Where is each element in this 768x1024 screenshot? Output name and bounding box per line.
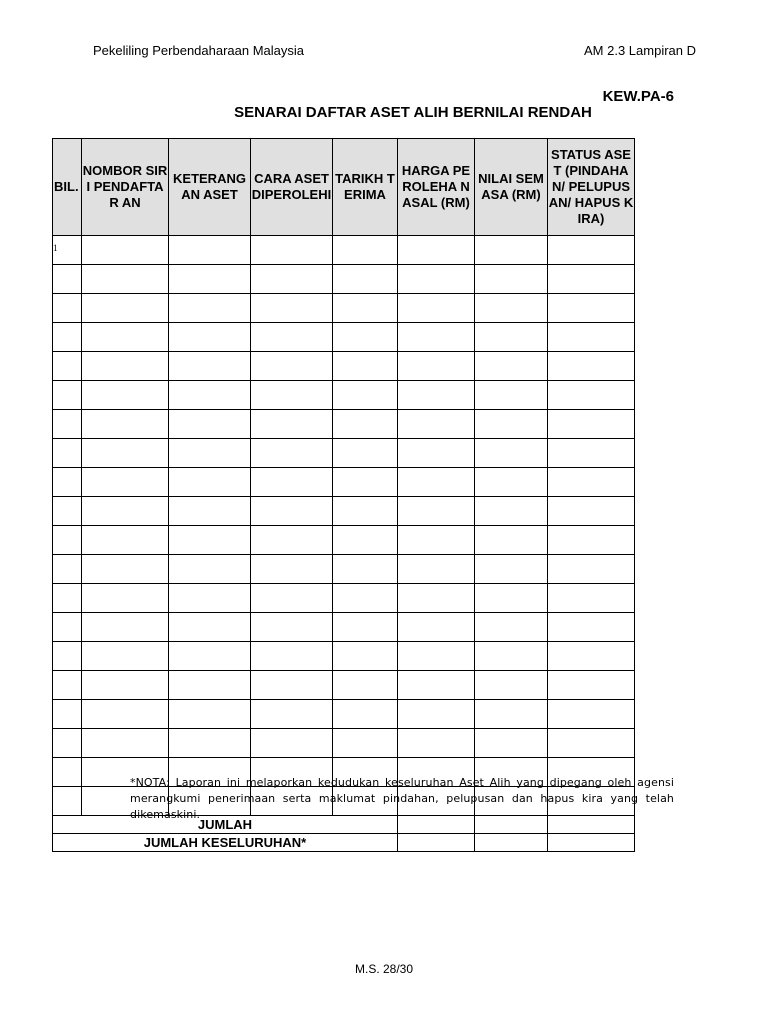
header-appendix-ref: AM 2.3 Lampiran D — [584, 43, 696, 58]
table-cell-cara_aset[interactable] — [251, 671, 333, 700]
table-cell-cara_aset[interactable] — [251, 700, 333, 729]
col-header-nilai: NILAI SEMASA (RM) — [475, 139, 548, 236]
table-row — [53, 468, 635, 497]
table-cell-keterangan[interactable] — [169, 729, 251, 758]
table-cell-cara_aset[interactable] — [251, 555, 333, 584]
table-cell-status[interactable] — [548, 555, 635, 584]
col-header-tarikh: TARIKH TERIMA — [333, 139, 398, 236]
table-cell-cara_aset[interactable] — [251, 381, 333, 410]
total-label: JUMLAH — [53, 816, 398, 834]
table-cell-nombor_siri[interactable] — [82, 294, 169, 323]
table-cell-tarikh[interactable] — [333, 729, 398, 758]
table-cell-cara_aset[interactable] — [251, 497, 333, 526]
grand-total-harga-cell[interactable] — [398, 834, 475, 852]
table-cell-keterangan[interactable] — [169, 439, 251, 468]
table-cell-nombor_siri[interactable] — [82, 555, 169, 584]
table-cell-nilai[interactable] — [475, 265, 548, 294]
table-cell-nilai[interactable] — [475, 613, 548, 642]
table-cell-nilai[interactable] — [475, 671, 548, 700]
table-cell-keterangan[interactable] — [169, 613, 251, 642]
table-row — [53, 671, 635, 700]
table-cell-tarikh[interactable] — [333, 642, 398, 671]
table-cell-nombor_siri[interactable] — [82, 352, 169, 381]
table-cell-bil[interactable] — [53, 613, 82, 642]
table-cell-bil[interactable] — [53, 468, 82, 497]
document-title: SENARAI DAFTAR ASET ALIH BERNILAI RENDAH — [234, 104, 592, 121]
table-cell-nombor_siri[interactable] — [82, 265, 169, 294]
grand-total-status-cell[interactable] — [548, 834, 635, 852]
table-row — [53, 555, 635, 584]
table-cell-tarikh[interactable] — [333, 381, 398, 410]
table-cell-harga[interactable] — [398, 439, 475, 468]
table-cell-nombor_siri[interactable] — [82, 323, 169, 352]
table-cell-nilai[interactable] — [475, 584, 548, 613]
table-cell-status[interactable] — [548, 265, 635, 294]
table-cell-bil[interactable] — [53, 294, 82, 323]
footnote: *NOTA: Laporan ini melaporkan kedudukan keseluruhan Aset Alih yang dipegang oleh agensi merangkumi penerimaan serta maklumat pindahan, pelupusan dan hapus kira yang telah dikemaskini. — [130, 776, 674, 821]
table-cell-harga[interactable] — [398, 555, 475, 584]
table-cell-nilai[interactable] — [475, 642, 548, 671]
table-cell-tarikh[interactable] — [333, 468, 398, 497]
col-header-harga: HARGA PEROLEHA N ASAL (RM) — [398, 139, 475, 236]
table-row — [53, 265, 635, 294]
table-row — [53, 526, 635, 555]
table-cell-cara_aset[interactable] — [251, 236, 333, 265]
table-cell-tarikh[interactable] — [333, 294, 398, 323]
col-header-bil: BIL. — [53, 139, 82, 236]
table-cell-status[interactable] — [548, 729, 635, 758]
table-cell-nilai[interactable] — [475, 323, 548, 352]
table-cell-harga[interactable] — [398, 642, 475, 671]
table-cell-cara_aset[interactable] — [251, 352, 333, 381]
table-cell-cara_aset[interactable] — [251, 410, 333, 439]
table-row — [53, 584, 635, 613]
table-cell-status[interactable] — [548, 323, 635, 352]
table-cell-cara_aset[interactable] — [251, 294, 333, 323]
table-cell-bil[interactable] — [53, 584, 82, 613]
col-header-cara-aset: CARA ASET DIPEROLEHI — [251, 139, 333, 236]
table-cell-nilai[interactable] — [475, 729, 548, 758]
table-cell-nombor_siri[interactable] — [82, 497, 169, 526]
table-cell-harga[interactable] — [398, 526, 475, 555]
table-cell-nilai[interactable] — [475, 497, 548, 526]
table-cell-nombor_siri[interactable] — [82, 700, 169, 729]
table-cell-nombor_siri[interactable] — [82, 410, 169, 439]
table-cell-status[interactable] — [548, 236, 635, 265]
table-cell-status[interactable] — [548, 700, 635, 729]
table-cell-cara_aset[interactable] — [251, 439, 333, 468]
table-cell-nilai[interactable] — [475, 700, 548, 729]
table-cell-harga[interactable] — [398, 381, 475, 410]
table-row — [53, 236, 635, 265]
table-cell-harga[interactable] — [398, 468, 475, 497]
table-cell-keterangan[interactable] — [169, 555, 251, 584]
grand-total-label: JUMLAH KESELURUHAN* — [53, 834, 398, 852]
table-cell-nilai[interactable] — [475, 439, 548, 468]
table-cell-harga[interactable] — [398, 410, 475, 439]
table-cell-tarikh[interactable] — [333, 439, 398, 468]
table-row — [53, 700, 635, 729]
table-row — [53, 613, 635, 642]
table-cell-nilai[interactable] — [475, 381, 548, 410]
table-cell-tarikh[interactable] — [333, 352, 398, 381]
table-cell-status[interactable] — [548, 352, 635, 381]
table-cell-status[interactable] — [548, 526, 635, 555]
col-header-status: STATUS ASET (PINDAHAN/ PELUPUSAN/ HAPUS KIRA) — [548, 139, 635, 236]
table-cell-keterangan[interactable] — [169, 381, 251, 410]
table-cell-keterangan[interactable] — [169, 294, 251, 323]
asset-register-table — [52, 138, 635, 852]
table-cell-tarikh[interactable] — [333, 323, 398, 352]
table-cell-tarikh[interactable] — [333, 555, 398, 584]
table-cell-cara_aset[interactable] — [251, 584, 333, 613]
table-cell-cara_aset[interactable] — [251, 526, 333, 555]
table-cell-status[interactable] — [548, 613, 635, 642]
grand-total-row — [53, 834, 635, 852]
table-cell-cara_aset[interactable] — [251, 729, 333, 758]
table-cell-cara_aset[interactable] — [251, 265, 333, 294]
table-cell-cara_aset[interactable] — [251, 642, 333, 671]
table-cell-nilai[interactable] — [475, 294, 548, 323]
table-row — [53, 294, 635, 323]
table-cell-bil[interactable] — [53, 642, 82, 671]
table-cell-tarikh[interactable] — [333, 265, 398, 294]
table-cell-keterangan[interactable] — [169, 410, 251, 439]
table-row — [53, 642, 635, 671]
table-row — [53, 410, 635, 439]
table-cell-nombor_siri[interactable] — [82, 236, 169, 265]
table-row — [53, 352, 635, 381]
table-cell-nilai[interactable] — [475, 468, 548, 497]
table-cell-nombor_siri[interactable] — [82, 671, 169, 700]
table-cell-bil[interactable] — [53, 410, 82, 439]
table-cell-keterangan[interactable] — [169, 265, 251, 294]
table-cell-nombor_siri[interactable] — [82, 613, 169, 642]
table-row — [53, 497, 635, 526]
table-cell-harga[interactable] — [398, 700, 475, 729]
table-cell-tarikh[interactable] — [333, 526, 398, 555]
table-cell-tarikh[interactable] — [333, 497, 398, 526]
table-header-row — [53, 139, 635, 236]
table-cell-keterangan[interactable] — [169, 526, 251, 555]
table-row — [53, 729, 635, 758]
table-cell-bil[interactable] — [53, 758, 82, 787]
table-cell-harga[interactable] — [398, 265, 475, 294]
table-cell-keterangan[interactable] — [169, 497, 251, 526]
table-cell-status[interactable] — [548, 497, 635, 526]
table-cell-nilai[interactable] — [475, 526, 548, 555]
table-cell-harga[interactable] — [398, 729, 475, 758]
table-cell-bil[interactable] — [53, 787, 82, 816]
table-cell-status[interactable] — [548, 294, 635, 323]
table-row — [53, 381, 635, 410]
table-cell-harga[interactable] — [398, 352, 475, 381]
table-cell-keterangan[interactable] — [169, 323, 251, 352]
table-cell-harga[interactable] — [398, 323, 475, 352]
table-cell-keterangan[interactable] — [169, 642, 251, 671]
table-cell-nombor_siri[interactable] — [82, 584, 169, 613]
table-cell-status[interactable] — [548, 671, 635, 700]
table-cell-harga[interactable] — [398, 497, 475, 526]
table-cell-nombor_siri[interactable] — [82, 729, 169, 758]
table-cell-nilai[interactable] — [475, 410, 548, 439]
table-cell-nilai[interactable] — [475, 236, 548, 265]
table-cell-nombor_siri[interactable] — [82, 526, 169, 555]
table-cell-tarikh[interactable] — [333, 410, 398, 439]
table-cell-bil[interactable] — [53, 671, 82, 700]
table-cell-keterangan[interactable] — [169, 671, 251, 700]
table-cell-nilai[interactable] — [475, 555, 548, 584]
table-cell-cara_aset[interactable] — [251, 613, 333, 642]
grand-total-nilai-cell[interactable] — [475, 834, 548, 852]
table-cell-status[interactable] — [548, 642, 635, 671]
table-cell-nombor_siri[interactable] — [82, 468, 169, 497]
table-cell-harga[interactable] — [398, 294, 475, 323]
table-cell-status[interactable] — [548, 439, 635, 468]
table-cell-keterangan[interactable] — [169, 584, 251, 613]
table-cell-harga[interactable] — [398, 671, 475, 700]
table-body — [53, 236, 635, 816]
table-cell-cara_aset[interactable] — [251, 323, 333, 352]
page-number: M.S. 28/30 — [354, 962, 414, 976]
table-cell-bil[interactable] — [53, 439, 82, 468]
table-cell-bil[interactable] — [53, 497, 82, 526]
table-cell-keterangan[interactable] — [169, 236, 251, 265]
table-cell-status[interactable] — [548, 584, 635, 613]
table-cell-bil[interactable] — [53, 526, 82, 555]
table-cell-nilai[interactable] — [475, 352, 548, 381]
table-cell-tarikh[interactable] — [333, 671, 398, 700]
table-cell-nombor_siri[interactable] — [82, 642, 169, 671]
table-cell-status[interactable] — [548, 410, 635, 439]
table-cell-bil[interactable]: 1 — [53, 236, 82, 265]
table-cell-bil[interactable] — [53, 323, 82, 352]
table-cell-cara_aset[interactable] — [251, 468, 333, 497]
form-code: KEW.PA-6 — [602, 88, 674, 105]
table-cell-bil[interactable] — [53, 729, 82, 758]
table-cell-bil[interactable] — [53, 555, 82, 584]
table-cell-tarikh[interactable] — [333, 613, 398, 642]
table-cell-nombor_siri[interactable] — [82, 439, 169, 468]
table-cell-bil[interactable] — [53, 265, 82, 294]
table-cell-bil[interactable] — [53, 700, 82, 729]
table-cell-bil[interactable] — [53, 381, 82, 410]
table-cell-bil[interactable] — [53, 352, 82, 381]
table-cell-tarikh[interactable] — [333, 700, 398, 729]
table-cell-keterangan[interactable] — [169, 468, 251, 497]
table-cell-harga[interactable] — [398, 236, 475, 265]
table-cell-keterangan[interactable] — [169, 352, 251, 381]
table-cell-status[interactable] — [548, 381, 635, 410]
table-row — [53, 439, 635, 468]
table-cell-tarikh[interactable] — [333, 236, 398, 265]
header-publication-title: Pekeliling Perbendaharaan Malaysia — [93, 43, 305, 58]
col-header-keterangan: KETERANG AN ASET — [169, 139, 251, 236]
table-cell-nombor_siri[interactable] — [82, 381, 169, 410]
table-cell-tarikh[interactable] — [333, 584, 398, 613]
table-cell-keterangan[interactable] — [169, 700, 251, 729]
table-cell-status[interactable] — [548, 468, 635, 497]
table-cell-harga[interactable] — [398, 613, 475, 642]
col-header-nombor-siri: NOMBOR SIRI PENDAFTAR AN — [82, 139, 169, 236]
table-cell-harga[interactable] — [398, 584, 475, 613]
table-row — [53, 323, 635, 352]
